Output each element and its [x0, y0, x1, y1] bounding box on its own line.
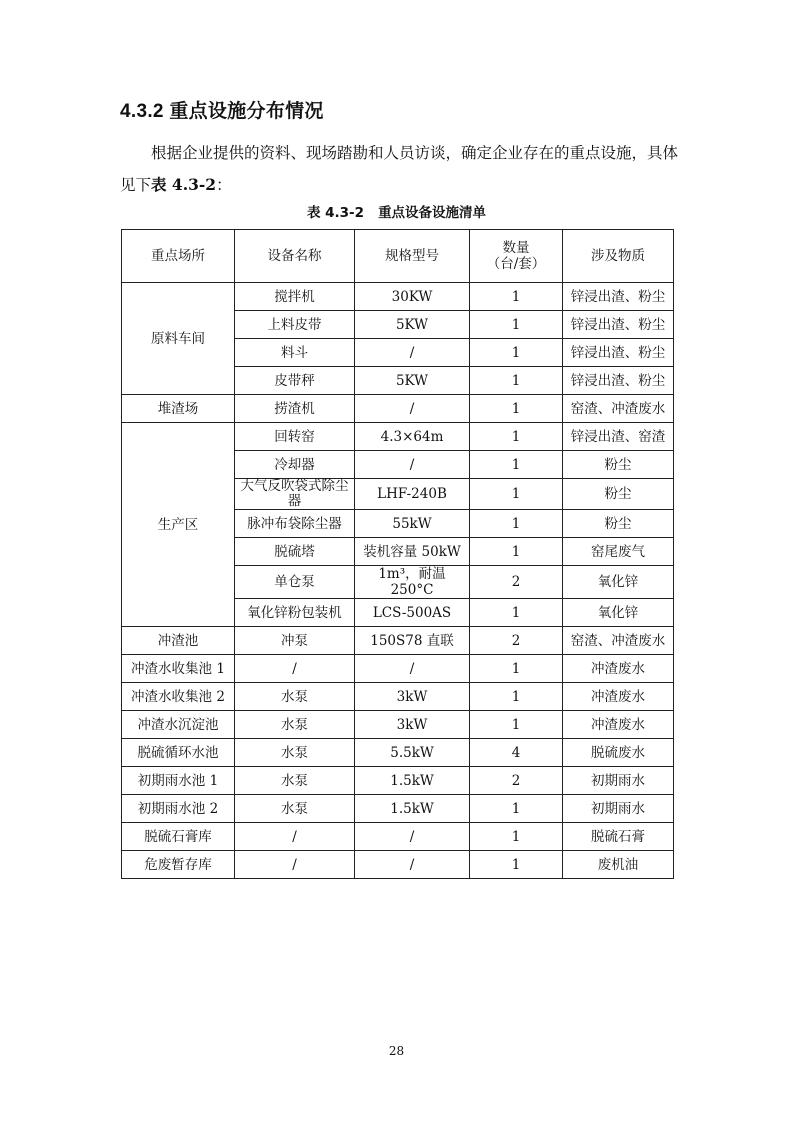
cell-place: 危废暂存库 — [122, 851, 235, 879]
cell-quantity: 1 — [470, 538, 563, 566]
cell-place: 冲渣水收集池 2 — [122, 683, 235, 711]
header-quantity — [470, 230, 563, 283]
cell-quantity: 1 — [470, 451, 563, 479]
cell-equipment-name: 水泵 — [235, 739, 355, 767]
table-row — [122, 395, 674, 423]
table-reference: 表 4.3-2 — [151, 175, 217, 194]
cell-equipment-name: 大气反吹袋式除尘器 — [235, 479, 355, 510]
cell-spec: 55kW — [355, 510, 470, 538]
header-place: 重点场所 — [122, 230, 235, 283]
cell-quantity: 4 — [470, 739, 563, 767]
cell-material: 锌浸出渣、粉尘 — [563, 311, 674, 339]
cell-quantity: 2 — [470, 627, 563, 655]
table-row — [122, 795, 674, 823]
cell-material: 冲渣废水 — [563, 655, 674, 683]
cell-material: 脱硫石膏 — [563, 823, 674, 851]
cell-quantity: 1 — [470, 851, 563, 879]
cell-quantity: 1 — [470, 395, 563, 423]
cell-spec: 4.3×64m — [355, 423, 470, 451]
cell-equipment-name: 单仓泵 — [235, 566, 355, 599]
cell-material: 窑渣、冲渣废水 — [563, 627, 674, 655]
cell-material: 锌浸出渣、粉尘 — [563, 339, 674, 367]
table-row — [122, 283, 674, 311]
cell-quantity: 1 — [470, 795, 563, 823]
table-row — [122, 711, 674, 739]
cell-equipment-name: 冷却器 — [235, 451, 355, 479]
cell-equipment-name: 搅拌机 — [235, 283, 355, 311]
cell-place: 脱硫石膏库 — [122, 823, 235, 851]
cell-spec: 5KW — [355, 311, 470, 339]
cell-spec: 1.5kW — [355, 795, 470, 823]
cell-equipment-name: / — [235, 655, 355, 683]
cell-equipment-name: 水泵 — [235, 795, 355, 823]
cell-place: 冲渣水沉淀池 — [122, 711, 235, 739]
cell-spec: 5.5kW — [355, 739, 470, 767]
cell-material: 氧化锌 — [563, 599, 674, 627]
table-caption-label: 表 4.3-2 — [306, 205, 365, 221]
cell-quantity: 1 — [470, 599, 563, 627]
cell-material: 锌浸出渣、粉尘 — [563, 367, 674, 395]
table-row — [122, 823, 674, 851]
table-row — [122, 851, 674, 879]
cell-quantity: 1 — [470, 655, 563, 683]
cell-equipment-name: 捞渣机 — [235, 395, 355, 423]
cell-place: 生产区 — [122, 423, 235, 627]
header-spec: 规格型号 — [355, 230, 470, 283]
cell-spec: 150S78 直联 — [355, 627, 470, 655]
cell-material: 粉尘 — [563, 451, 674, 479]
cell-quantity: 1 — [470, 283, 563, 311]
cell-quantity: 1 — [470, 683, 563, 711]
cell-equipment-name: 脉冲布袋除尘器 — [235, 510, 355, 538]
cell-quantity: 1 — [470, 339, 563, 367]
cell-material: 粉尘 — [563, 510, 674, 538]
cell-equipment-name: 水泵 — [235, 767, 355, 795]
cell-spec: LCS-500AS — [355, 599, 470, 627]
cell-spec: 30KW — [355, 283, 470, 311]
cell-quantity: 1 — [470, 711, 563, 739]
cell-quantity: 1 — [470, 479, 563, 510]
section-heading: 4.3.2 重点设施分布情况 — [120, 101, 324, 122]
cell-place: 初期雨水池 2 — [122, 795, 235, 823]
cell-place: 冲渣池 — [122, 627, 235, 655]
cell-quantity: 2 — [470, 566, 563, 599]
cell-material: 锌浸出渣、窑渣 — [563, 423, 674, 451]
cell-material: 锌浸出渣、粉尘 — [563, 283, 674, 311]
equipment-table — [121, 229, 674, 879]
page-number: 28 — [388, 1044, 405, 1058]
cell-spec: / — [355, 451, 470, 479]
header-material: 涉及物质 — [563, 230, 674, 283]
cell-material: 冲渣废水 — [563, 683, 674, 711]
cell-equipment-name: 料斗 — [235, 339, 355, 367]
table-row — [122, 683, 674, 711]
cell-spec: / — [355, 823, 470, 851]
cell-place: 原料车间 — [122, 283, 235, 395]
cell-equipment-name: 水泵 — [235, 683, 355, 711]
cell-material: 窑尾废气 — [563, 538, 674, 566]
header-quantity-line2: （台/套） — [486, 256, 546, 272]
table-row — [122, 655, 674, 683]
cell-equipment-name: 水泵 — [235, 711, 355, 739]
cell-equipment-name: / — [235, 851, 355, 879]
cell-equipment-name: 氧化锌粉包装机 — [235, 599, 355, 627]
cell-equipment-name: 回转窑 — [235, 423, 355, 451]
header-quantity-line1: 数量 — [502, 240, 530, 256]
table-row — [122, 739, 674, 767]
cell-material: 脱硫废水 — [563, 739, 674, 767]
cell-spec: 3kW — [355, 683, 470, 711]
cell-spec: 1.5kW — [355, 767, 470, 795]
intro-end: ： — [216, 176, 232, 194]
cell-place: 堆渣场 — [122, 395, 235, 423]
cell-spec: 1m³，耐温 250°C — [355, 566, 470, 599]
cell-spec: / — [355, 655, 470, 683]
intro-text: 根据企业提供的资料、现场踏勘和人员访谈，确定企业存在的重点设施，具体见下 — [120, 144, 679, 194]
cell-spec: / — [355, 395, 470, 423]
cell-material: 冲渣废水 — [563, 711, 674, 739]
table-row — [122, 627, 674, 655]
cell-equipment-name: 皮带秤 — [235, 367, 355, 395]
cell-spec: 5KW — [355, 367, 470, 395]
cell-equipment-name: 冲泵 — [235, 627, 355, 655]
intro-paragraph — [120, 138, 680, 201]
cell-place: 脱硫循环水池 — [122, 739, 235, 767]
cell-spec: 3kW — [355, 711, 470, 739]
cell-spec: / — [355, 851, 470, 879]
cell-place: 初期雨水池 1 — [122, 767, 235, 795]
cell-quantity: 1 — [470, 423, 563, 451]
cell-quantity: 1 — [470, 823, 563, 851]
cell-quantity: 1 — [470, 367, 563, 395]
table-header-row — [122, 230, 674, 283]
table-body — [122, 283, 674, 879]
table-row — [122, 423, 674, 451]
table-caption — [0, 201, 793, 221]
header-equipment-name: 设备名称 — [235, 230, 355, 283]
cell-quantity: 1 — [470, 510, 563, 538]
cell-material: 窑渣、冲渣废水 — [563, 395, 674, 423]
table-caption-title: 重点设备设施清单 — [378, 205, 487, 221]
cell-material: 氧化锌 — [563, 566, 674, 599]
cell-spec: 装机容量 50kW — [355, 538, 470, 566]
cell-material: 初期雨水 — [563, 767, 674, 795]
cell-spec: / — [355, 339, 470, 367]
cell-equipment-name: 上料皮带 — [235, 311, 355, 339]
table-row — [122, 767, 674, 795]
cell-material: 初期雨水 — [563, 795, 674, 823]
cell-quantity: 1 — [470, 311, 563, 339]
cell-quantity: 2 — [470, 767, 563, 795]
cell-material: 废机油 — [563, 851, 674, 879]
cell-spec: LHF-240B — [355, 479, 470, 510]
cell-equipment-name: 脱硫塔 — [235, 538, 355, 566]
cell-material: 粉尘 — [563, 479, 674, 510]
cell-place: 冲渣水收集池 1 — [122, 655, 235, 683]
cell-equipment-name: / — [235, 823, 355, 851]
